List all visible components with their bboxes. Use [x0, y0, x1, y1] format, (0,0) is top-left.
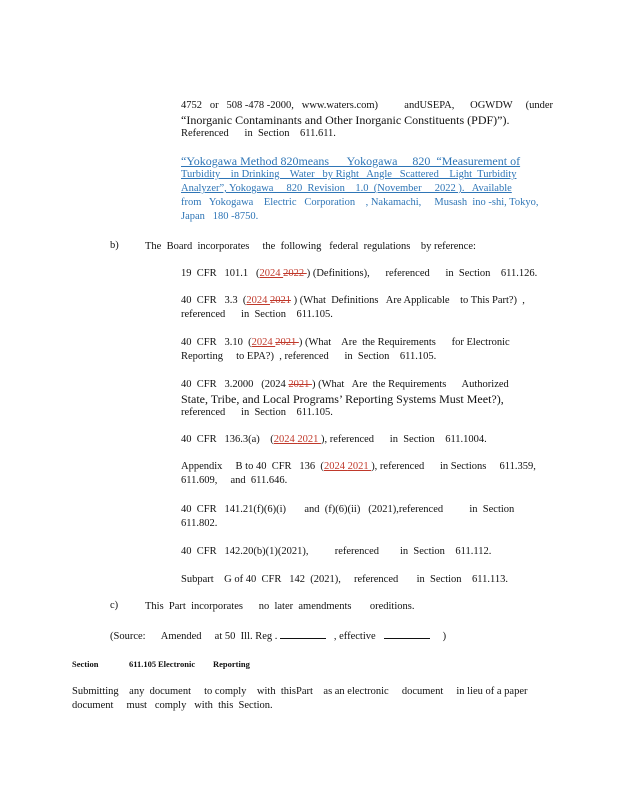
section-title-word: Electronic [158, 659, 196, 669]
item-text: 2021 [297, 434, 321, 445]
reference-paragraph-yokogawa [181, 154, 541, 224]
text-line: referenced in Section 611.105. [181, 309, 333, 320]
deleted-text: 2021 [288, 379, 312, 390]
text-line [181, 336, 551, 350]
source-text: (Source: Amended at 50 Ill. Reg . [110, 631, 278, 642]
inserted-text: 2024 [273, 434, 298, 445]
subsection-c-text: This Part incorporates no later amendments oreditions. [145, 601, 415, 612]
text-line: Turbidity in Drinking Water by Right Angle Scattered Light Turbidity [181, 169, 517, 180]
source-note [110, 628, 446, 644]
item-text: ) (What Are the Requirements for Electronic [298, 337, 510, 348]
text-line: document must comply with this Section. [72, 700, 273, 711]
section-title-word: Reporting [213, 659, 250, 669]
text-line: 40 CFR 141.21(f)(6)(i) and (f)(6)(ii) (2021),referenced in Section [181, 504, 515, 515]
text-line: Referenced in Section 611.611. [181, 128, 336, 139]
effective-date-blank [384, 628, 430, 639]
item-text: 40 CFR 136.3(a) ( [181, 434, 274, 445]
subsection-b-text: The Board incorporates the following federal regulations by reference: [145, 241, 476, 252]
subsection-label-b: b) [110, 240, 119, 251]
reference-item: Subpart G of 40 CFR 142 (2021), referenced in Section 611.113. [181, 574, 509, 585]
reference-item: 40 CFR 142.20(b)(1)(2021), referenced in Section 611.112. [181, 546, 492, 557]
deleted-text: 2021 [269, 295, 291, 306]
deleted-text: 2022 [283, 268, 307, 279]
text-line: “Yokogawa Method 820means Yokogawa 820 “Measurement of [181, 154, 521, 168]
section-heading-word: Section [72, 659, 99, 669]
subsection-label-c: c) [110, 600, 119, 611]
text-line: Japan 180 -8750. [181, 211, 259, 222]
register-volume-blank [280, 628, 326, 639]
inserted-text: 2024 [323, 461, 348, 472]
text-line: Reporting to EPA?) , referenced in Section 611.105. [181, 351, 437, 362]
item-text: 40 CFR 3.10 ( [181, 337, 252, 348]
reference-item [181, 503, 551, 531]
item-text: ) (What Definitions Are Applicable to This Part?) , [290, 295, 525, 306]
text-line: referenced in Section 611.105. [181, 407, 333, 418]
text-line [181, 294, 551, 308]
item-text: 2021 [347, 461, 372, 472]
text-line: Submitting any document to comply with thisPart as an electronic document in lieu of a paper [72, 686, 528, 697]
text-line: Analyzer”, Yokogawa 820 Revision 1.0 (November 2022 ). Available [181, 183, 512, 194]
reference-item [181, 433, 487, 447]
item-text: ), referenced in Sections 611.359, [371, 461, 536, 472]
reference-item [181, 378, 551, 420]
reference-item [181, 336, 551, 364]
inserted-text: 2024 [259, 268, 284, 279]
deleted-text: 2021 [275, 337, 299, 348]
reference-item [181, 267, 537, 281]
section-body [72, 685, 552, 713]
item-text: 40 CFR 3.3 ( [181, 295, 247, 306]
item-text: ), referenced in Section 611.1004. [321, 434, 487, 445]
text-line: 611.802. [181, 518, 218, 529]
inserted-text: 2024 [246, 295, 270, 306]
item-text: Appendix B to 40 CFR 136 ( [181, 461, 324, 472]
source-text: ) [442, 631, 447, 642]
text-line: “Inorganic Contaminants and Other Inorganic Constituents (PDF)”). [181, 113, 510, 127]
item-text: 19 CFR 101.1 ( [181, 268, 260, 279]
text-line [181, 460, 551, 474]
text-line: 4752 or 508 -478 -2000, www.waters.com) andUSEPA, OGWDW (under [181, 100, 554, 111]
text-line [181, 378, 551, 392]
reference-item [181, 460, 551, 488]
text-line: 611.609, and 611.646. [181, 475, 288, 486]
inserted-text: 2024 [251, 337, 276, 348]
section-number: 611.105 [129, 659, 157, 669]
item-text: ) (Definitions), referenced in Section 611.126. [306, 268, 538, 279]
text-line: State, Tribe, and Local Programs’ Reporting Systems Must Meet?), [181, 392, 504, 406]
reference-item [181, 294, 551, 322]
reference-paragraph-waters [181, 99, 554, 141]
item-text: ) (What Are the Requirements Authorized [311, 379, 509, 390]
item-text: 40 CFR 3.2000 (2024 [181, 379, 289, 390]
source-text: , effective [333, 631, 376, 642]
text-line: from Yokogawa Electric Corporation , Nakamachi, Musash ino -shi, Tokyo, [181, 197, 539, 208]
